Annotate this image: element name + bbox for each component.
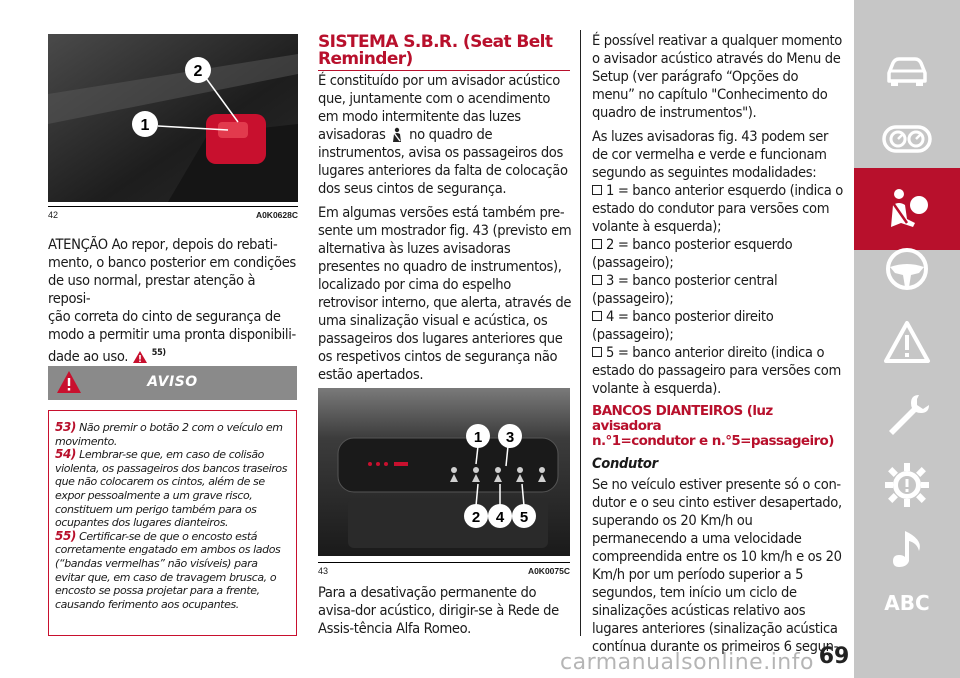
warning-triangle-icon [132,350,148,364]
attention-line: modo a permitir uma pronta disponibili- [48,326,296,343]
figure-43-caption [318,562,570,576]
column-divider [580,30,581,636]
warning-box [48,410,297,636]
figure-42-code: A0K0628C [255,210,298,220]
wrench-icon [881,389,933,441]
fig43-callout-4: 4 [495,509,505,526]
settings-gear-icon [881,459,933,511]
sidebar-item-emergency[interactable] [854,302,960,384]
chapter-sidebar [854,0,960,678]
figure-42-photo [48,34,298,202]
sbr-para1-b: no quadro de instrumentos, avisa os passageiros dos lugares anteriores da falta de colocação dos seus cintos de segurança. [318,126,568,197]
fig42-callout-2: 2 [193,63,203,80]
sidebar-item-driving[interactable] [854,228,960,310]
sidebar-item-index[interactable] [854,562,960,644]
condutor-label: Condutor [592,455,658,472]
figure-43-image [318,388,570,556]
attention-line: ATENÇÃO Ao repor, depois do rebati- [48,236,278,253]
figure-42-number: 42 [48,210,59,220]
aviso-label: AVISO [147,374,198,390]
seat-indicator-icon [592,185,602,195]
attention-paragraph [48,236,300,366]
fig43-callout-2: 2 [471,509,481,526]
section-title-sbr: SISTEMA S.B.R. (Seat Belt Reminder) [318,34,570,71]
fig42-callout-1: 1 [140,117,150,134]
attention-reference: 55) [151,348,166,358]
sbr-paragraphs [318,72,572,390]
right-para2: As luzes avisadoras fig. 43 podem ser de cor vermelha e verde e funcionam segundo as seguintes modalidades: [592,128,829,181]
warning-entry: 54) Lembrar-se que, em caso de colisão violenta, os passageiros dos bancos traseiros que não colocarem os cintos, além de se expor pessoalmente a um grave risco, constituem um perigo também para os ocupantes dos lugares dianteiros. [55,447,288,530]
aviso-header [48,366,297,400]
figure-42-caption [48,206,298,220]
right-para3: Se no veículo estiver presente só o con-dutor e o seu cinto estiver desapertado, superando os 20 Km/h ou permanecendo a uma velocidade compreendida entre os 10 km/h e os 20 Km/h por um período superior a 5 segundos, tem início um ciclo de sinalizações acústicas relativo aos lugares anteriores (sinalização acústica contínua durante os primeiros 6 segun- [592,476,842,655]
list-item: 2 = banco posterior esquerdo (passageiro); [592,236,793,271]
steering-wheel-icon [881,243,933,295]
list-item: 3 = banco posterior central (passageiro); [592,272,778,307]
abc-index-icon: ABC [884,591,930,615]
car-icon [881,43,933,95]
sbr-para3: Para a desativação permanente do avisa-dor acústico, dirigir-se à Rede de Assis-tência Alfa Romeo. [318,584,559,637]
attention-line: ção correta do cinto de segurança de [48,308,281,325]
gauge-cluster-icon [881,113,933,165]
right-column-text [592,32,844,662]
fig43-callout-5: 5 [519,509,529,526]
seat-indicator-icon [592,347,602,357]
list-item: 1 = banco anterior esquerdo (indica o estado do condutor para versões com volante à esquerda); [592,182,843,235]
figure-43-number: 43 [318,566,329,576]
figure-43-photo [318,388,570,556]
seat-indicator-icon [592,239,602,249]
attention-line: dade ao uso. [48,347,129,365]
attention-line: mento, o banco posterior em condições [48,254,296,271]
list-item: 4 = banco posterior direito (passageiro); [592,308,774,343]
figure-43-code: A0K0075C [527,566,570,576]
warning-entry: 55) Certificar-se de que o encosto está corretamente engatado em ambos os lados (“bandas vermelhas” não visíveis) para evitar que, em caso de travagem brusca, o encosto se possa projetar para a frente, causando ferimento aos ocupantes. [55,528,281,611]
seat-indicator-icon [592,275,602,285]
attention-line: de uso normal, prestar atenção à reposi- [48,272,256,307]
figure-42-image [48,34,298,202]
subsection-title-front-seats: BANCOS DIANTEIROS (luz avisadora n.°1=condutor e n.°5=passageiro) [592,403,834,449]
seat-indicator-icon [592,311,602,321]
seatbelt-warning-icon [389,127,405,143]
page-number: 69 [818,644,850,669]
sbr-para2: Em algumas versões está também pre-sente um mostrador fig. 43 (previsto em alternativa às luzes avisadoras presentes no quadro de instrumentos), localizado por cima do espelho retrovisor interno, que alerta, através de uma sinalização visual e acústica, os passageiros dos lugares anteriores que os respetivos cintos de segurança não estão apertados. [318,204,572,383]
warning-triangle-icon [881,317,933,369]
sbr-para1-a: É constituído por um avisador acústico que, juntamente com o acendimento em modo intermitente das luzes avisadoras [318,72,560,143]
fig43-callout-3: 3 [505,429,515,446]
watermark: carmanualsonline.info [560,650,814,675]
right-para1: É possível reativar a qualquer momento o avisador acústico através do Menu de Setup (ver parágrafo “Opções do menu” no capítulo "Conhecimento do quadro de instrumentos"). [592,32,842,121]
list-item: 5 = banco anterior direito (indica o estado do passageiro para versões com volante à esquerda). [592,344,841,397]
fig43-callout-1: 1 [473,429,483,446]
warning-entry: 53) Não premir o botão 2 com o veículo em movimento. [55,420,283,448]
